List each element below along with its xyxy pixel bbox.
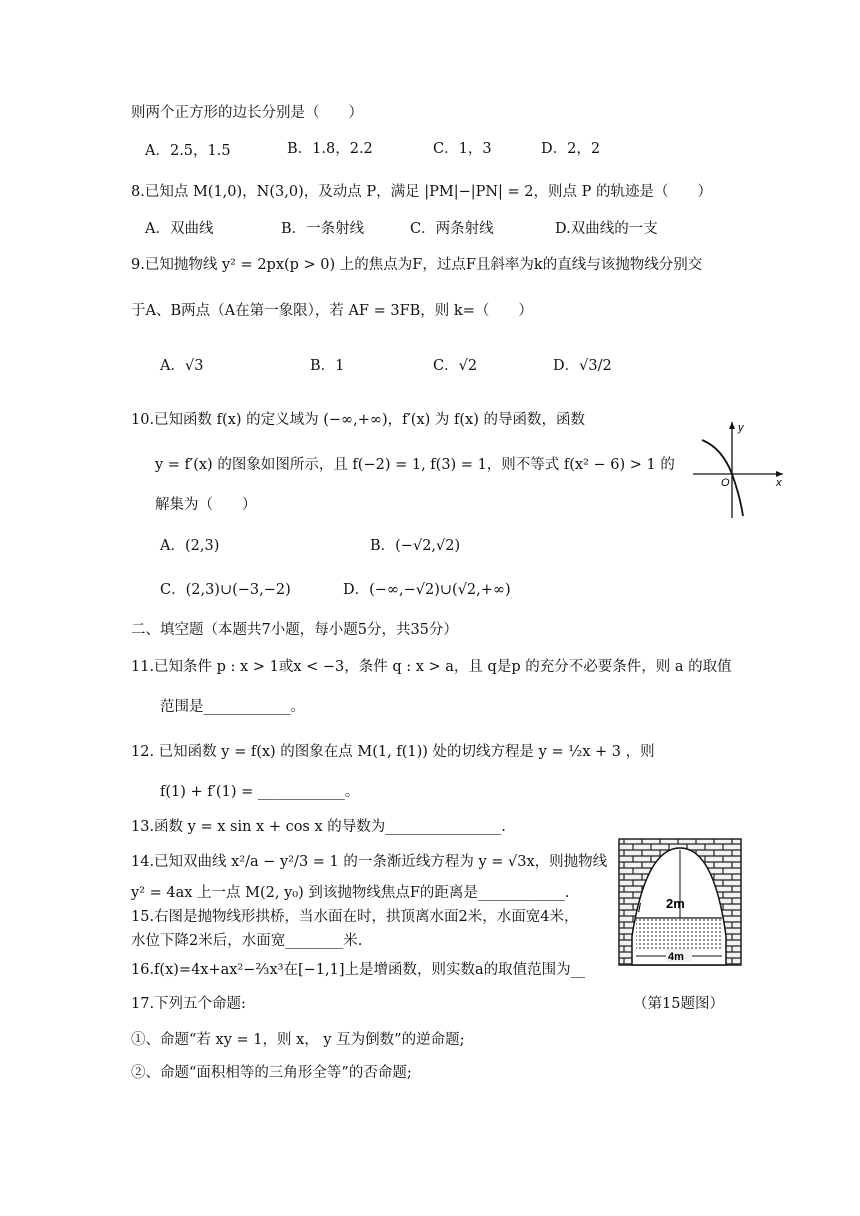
q9-option-d: D．√3/2	[553, 358, 612, 374]
q9-line1: 9.已知抛物线 y² = 2px(p > 0) 上的焦点为F，过点F且斜率为k的直线与该抛物线分别交	[131, 257, 703, 273]
y-axis-arrow-icon	[729, 422, 735, 429]
q14-line1: 14.已知双曲线 x²/a − y²/3 = 1 的一条渐近线方程为 y = √3x，则抛物线	[131, 854, 608, 870]
height-label: 2m	[666, 896, 685, 911]
q8-option-c: C．两条射线	[410, 221, 494, 237]
q17-item2: ②、命题“面积相等的三角形全等”的否命题;	[131, 1065, 412, 1081]
water-region	[636, 918, 722, 950]
q12-line1: 12. 已知函数 y = f(x) 的图象在点 M(1, f(1)) 处的切线方程是 y = ½x + 3 ，则	[131, 744, 655, 760]
q10-line1: 10.已知函数 f(x) 的定义域为 (−∞,+∞)，f′(x) 为 f(x) 的导函数，函数	[131, 412, 585, 428]
q10-option-d: D．(−∞,−√2)∪(√2,+∞)	[343, 582, 511, 598]
l-label: l	[638, 901, 641, 915]
q9-option-b: B．1	[310, 358, 345, 374]
q9-option-a: A．√3	[160, 358, 204, 374]
q8-option-d: D.双曲线的一支	[555, 221, 658, 237]
q9-option-c: C．√2	[433, 358, 478, 374]
q7-option-a: A．2.5，1.5	[145, 143, 231, 159]
q17-item1: ①、命题“若 xy = 1，则 x， y 互为倒数”的逆命题;	[131, 1032, 465, 1048]
q10-derivative-graph	[688, 418, 788, 520]
section-2-title: 二、填空题（本题共7小题，每小题5分，共35分）	[131, 622, 458, 638]
q7-option-d: D．2，2	[541, 141, 601, 157]
q10-option-c: C．(2,3)∪(−3,−2)	[160, 582, 291, 598]
q7-option-c: C．1，3	[433, 141, 492, 157]
q15-arch-bridge-figure	[618, 838, 742, 966]
q15-figure-caption: （第15题图）	[633, 996, 724, 1012]
q8-option-a: A．双曲线	[145, 221, 214, 237]
q9-line2: 于A、B两点（A在第一象限），若 AF = 3FB，则 k=（ ）	[131, 303, 533, 319]
q11-line2: 范围是____________。	[160, 699, 305, 715]
q10-option-b: B．(−√2,√2)	[370, 538, 461, 554]
q11-line1: 11.已知条件 p : x > 1或x < −3，条件 q : x > a，且 q是p 的充分不必要条件，则 a 的取值	[131, 659, 732, 675]
q17-stem: 17.下列五个命题:	[131, 996, 246, 1012]
q15-line2: 水位下降2米后，水面宽________米.	[131, 933, 363, 949]
q10-line3: 解集为（ ）	[155, 497, 257, 513]
width-label: 4m	[668, 951, 684, 963]
q16: 16.f(x)=4x+ax²−⅔x³在[−1,1]上是增函数，则实数a的取值范围为__	[131, 962, 586, 978]
q10-option-a: A．(2,3)	[160, 538, 220, 554]
q15-line1: 15.右图是抛物线形拱桥，当水面在时，拱顶离水面2米，水面宽4米，	[131, 909, 579, 925]
q12-line2: f(1) + f′(1) = ____________。	[160, 784, 360, 800]
graph-y-label: y	[738, 422, 744, 434]
q8-stem: 8.已知点 M(1,0)，N(3,0)，及动点 P，满足 |PM|−|PN| = 2，则点 P 的轨迹是（ ）	[131, 184, 713, 200]
q13: 13.函数 y = x sin x + cos x 的导数为________________.	[131, 819, 506, 835]
q7-tail: 则两个正方形的边长分别是（ ）	[131, 105, 363, 121]
q14-line2: y² = 4ax 上一点 M(2, y₀) 到该抛物线焦点F的距离是____________.	[131, 885, 570, 901]
q7-option-b: B．1.8，2.2	[287, 141, 373, 157]
q10-line2: y = f′(x) 的图象如图所示，且 f(−2) = 1, f(3) = 1，则不等式 f(x² − 6) > 1 的	[155, 457, 675, 473]
graph-origin-label: O	[721, 477, 730, 489]
graph-x-label: x	[776, 477, 782, 489]
q8-option-b: B．一条射线	[281, 221, 365, 237]
